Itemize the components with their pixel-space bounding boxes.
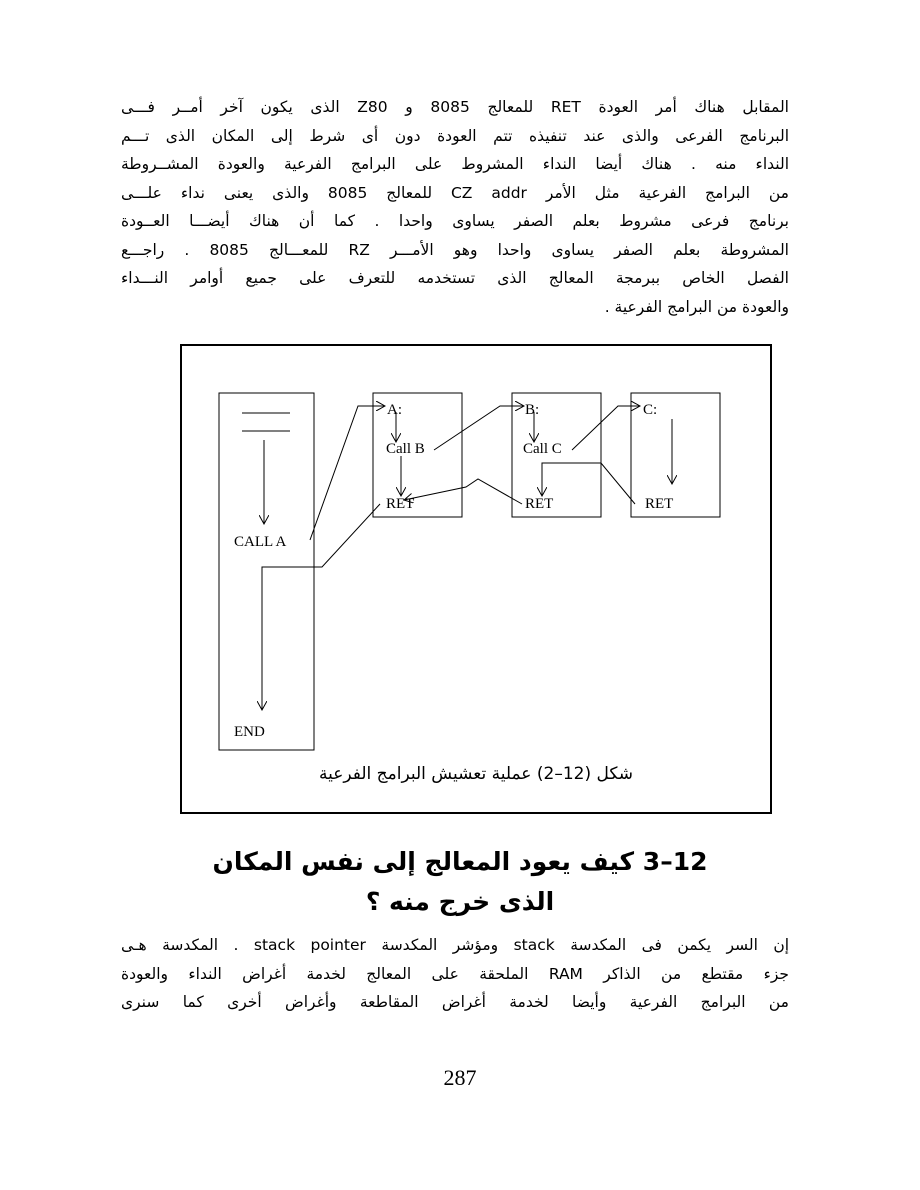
paragraph-line: المشروطة بعلم الصفر يساوى واحدا وهو الأمـــر RZ للمعـــالج 8085 . راجـــع <box>121 240 789 259</box>
main-call-label: CALL A <box>234 534 287 550</box>
sub-a-call-label: Call B <box>386 441 425 457</box>
main-end-label: END <box>234 724 265 740</box>
paragraph-line: والعودة من البرامج الفرعية . <box>604 297 789 316</box>
body-paragraph-2 <box>121 931 789 1017</box>
sub-b-label: B: <box>525 402 540 418</box>
paragraph-line: الفصل الخاص ببرمجة المعالج الذى تستخدمه للتعرف على جميع أوامر النـــداء <box>121 269 789 287</box>
body-paragraph-1 <box>121 93 789 321</box>
nested-subroutine-figure <box>180 344 772 814</box>
call-b-arrow <box>434 406 524 450</box>
sub-b-call-label: Call C <box>523 441 562 457</box>
call-a-arrow <box>310 406 385 540</box>
paragraph-line: من البرامج الفرعية وأيضا لخدمة أغراض المقاطعة وأغراض أخرى كما سنرى <box>121 993 789 1011</box>
main-program-box <box>219 393 314 750</box>
sub-b-ret-label: RET <box>525 496 554 512</box>
nesting-diagram <box>182 346 770 812</box>
section-heading <box>140 842 780 922</box>
paragraph-line: إن السر يكمن فى المكدسة stack ومؤشر المكدسة stack pointer . المكدسة هـى <box>121 936 790 954</box>
paragraph-line: النداء منه . هناك أيضا النداء المشروط على البرامج الفرعية والعودة المشــروطة <box>121 155 789 173</box>
return-c-to-b-arrow <box>542 463 635 504</box>
return-b-to-a-arrow <box>404 479 522 504</box>
paragraph-line: جزء مقتطع من الذاكر RAM الملحقة على المعالج لخدمة أغراض النداء والعودة <box>121 964 789 983</box>
sub-c-label: C: <box>643 402 658 418</box>
paragraph-line: المقابل هناك أمر العودة RET للمعالج 8085 و Z80 الذى يكون آخر أمــر فـــى <box>121 98 789 116</box>
sub-a-label: A: <box>387 402 402 418</box>
paragraph-line: البرنامج الفرعى والذى عند تنفيذه تتم العودة دون أى شرط إلى المكان الذى تـــم <box>121 126 789 145</box>
heading-line-1: 12–3 كيف يعود المعالج إلى نفس المكان <box>212 847 708 876</box>
sub-a-ret-label: RET <box>386 496 415 512</box>
sub-c-ret-label: RET <box>645 496 674 512</box>
page-number: 287 <box>443 1065 477 1090</box>
figure-caption: شكل (12–2) عملية تعشيش البرامج الفرعية <box>319 764 633 784</box>
call-c-arrow <box>572 406 640 450</box>
heading-line-2: الذى خرج منه ؟ <box>365 887 555 916</box>
paragraph-line: من البرامج الفرعية مثل الأمر CZ addr للمعالج 8085 والذى يعنى نداء علـــى <box>121 183 789 202</box>
paragraph-line: برنامج فرعى مشروط بعلم الصفر يساوى واحدا . كما أن هناك أيضـــا العــودة <box>121 212 789 230</box>
